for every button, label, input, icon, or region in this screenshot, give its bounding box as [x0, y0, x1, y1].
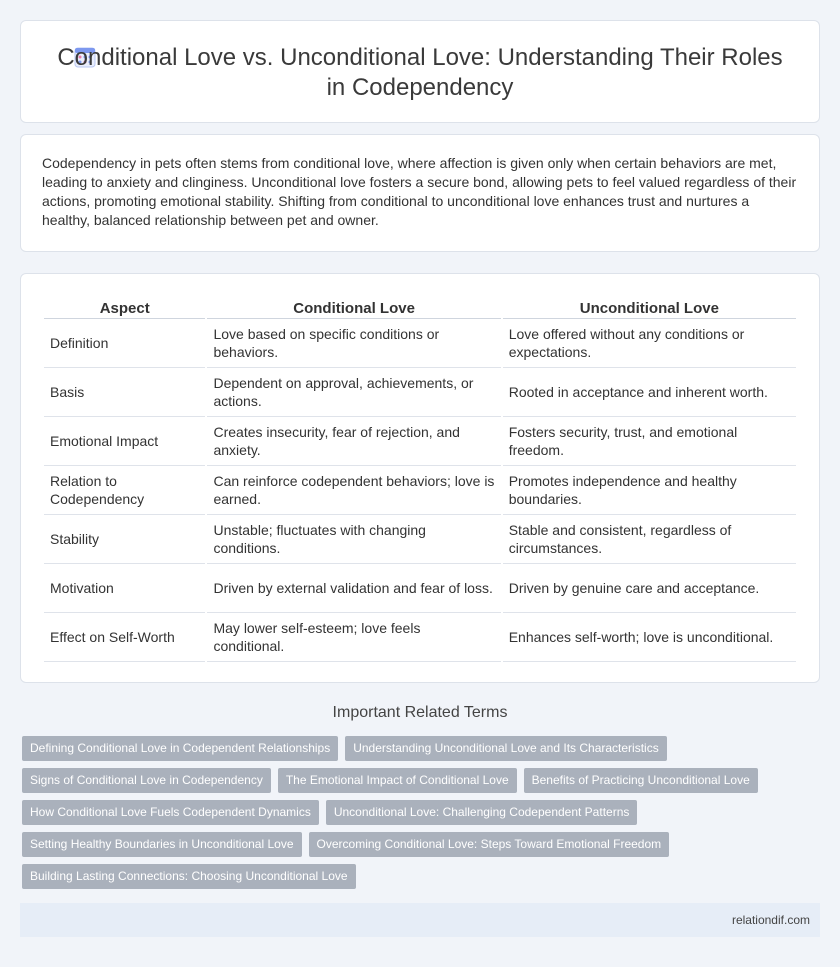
cell-conditional: Driven by external validation and fear of loss. [207, 564, 500, 613]
tag-row [22, 800, 812, 832]
cell-aspect: Effect on Self-Worth [44, 613, 205, 662]
intro-paragraph: Codependency in pets often stems from conditional love, where affection is given only when certain behaviors are met, leading to anxiety and clinginess. Unconditional love fosters a secure bond, allowing pets to feel valued regardless of their actions, promoting emotional stability. Shifting from conditional to unconditional love enhances trust and nurtures a healthy, balanced relationship between pet and owner. [42, 155, 797, 228]
related-term-tag[interactable]: The Emotional Impact of Conditional Love [278, 768, 517, 793]
cell-unconditional: Rooted in acceptance and inherent worth. [503, 368, 796, 417]
table-row [44, 515, 796, 564]
tag-row [22, 864, 812, 896]
table-row [44, 613, 796, 662]
cell-conditional: Love based on specific conditions or behaviors. [207, 319, 500, 368]
cell-conditional: Creates insecurity, fear of rejection, and anxiety. [207, 417, 500, 466]
tag-row [22, 832, 812, 864]
cell-conditional: Unstable; fluctuates with changing conditions. [207, 515, 500, 564]
cell-aspect: Motivation [44, 564, 205, 613]
comparison-table [42, 297, 798, 662]
cell-aspect: Relation to Codependency [44, 466, 205, 515]
related-term-tag[interactable]: How Conditional Love Fuels Codependent Dynamics [22, 800, 319, 825]
footer [20, 903, 820, 937]
header-aspect: Aspect [44, 297, 205, 319]
page-title: Conditional Love vs. Unconditional Love: Understanding Their Roles in Codependency [57, 44, 783, 101]
cell-aspect: Emotional Impact [44, 417, 205, 466]
cell-unconditional: Stable and consistent, regardless of circumstances. [503, 515, 796, 564]
table-row [44, 564, 796, 613]
cell-aspect: Stability [44, 515, 205, 564]
cell-unconditional: Driven by genuine care and acceptance. [503, 564, 796, 613]
cell-aspect: Definition [44, 319, 205, 368]
related-term-tag[interactable]: Unconditional Love: Challenging Codependent Patterns [326, 800, 638, 825]
title-card [20, 20, 820, 123]
related-terms-heading: Important Related Terms [332, 704, 508, 721]
cell-conditional: Can reinforce codependent behaviors; love is earned. [207, 466, 500, 515]
header-conditional: Conditional Love [207, 297, 500, 319]
cell-unconditional: Love offered without any conditions or expectations. [503, 319, 796, 368]
intro-card [20, 134, 820, 252]
related-term-tag[interactable]: Understanding Unconditional Love and Its Characteristics [345, 736, 667, 761]
cell-aspect: Basis [44, 368, 205, 417]
related-term-tag[interactable]: Signs of Conditional Love in Codependency [22, 768, 271, 793]
cell-unconditional: Promotes independence and healthy boundaries. [503, 466, 796, 515]
tag-row [22, 768, 812, 800]
table-row [44, 368, 796, 417]
related-term-tag[interactable]: Setting Healthy Boundaries in Unconditional Love [22, 832, 302, 857]
comparison-table-card [20, 273, 820, 683]
tag-row [22, 736, 812, 768]
related-term-tag[interactable]: Defining Conditional Love in Codependent Relationships [22, 736, 338, 761]
table-row [44, 417, 796, 466]
related-terms-list [22, 736, 812, 896]
table-row [44, 466, 796, 515]
cell-conditional: Dependent on approval, achievements, or actions. [207, 368, 500, 417]
related-term-tag[interactable]: Building Lasting Connections: Choosing Unconditional Love [22, 864, 356, 889]
footer-site-link[interactable]: relationdif.com [731, 913, 810, 927]
cell-unconditional: Enhances self-worth; love is unconditional. [503, 613, 796, 662]
related-term-tag[interactable]: Benefits of Practicing Unconditional Love [524, 768, 758, 793]
header-unconditional: Unconditional Love [503, 297, 796, 319]
table-header-row [44, 297, 796, 319]
cell-unconditional: Fosters security, trust, and emotional freedom. [503, 417, 796, 466]
related-term-tag[interactable]: Overcoming Conditional Love: Steps Toward Emotional Freedom [309, 832, 670, 857]
cell-conditional: May lower self-esteem; love feels conditional. [207, 613, 500, 662]
table-row [44, 319, 796, 368]
